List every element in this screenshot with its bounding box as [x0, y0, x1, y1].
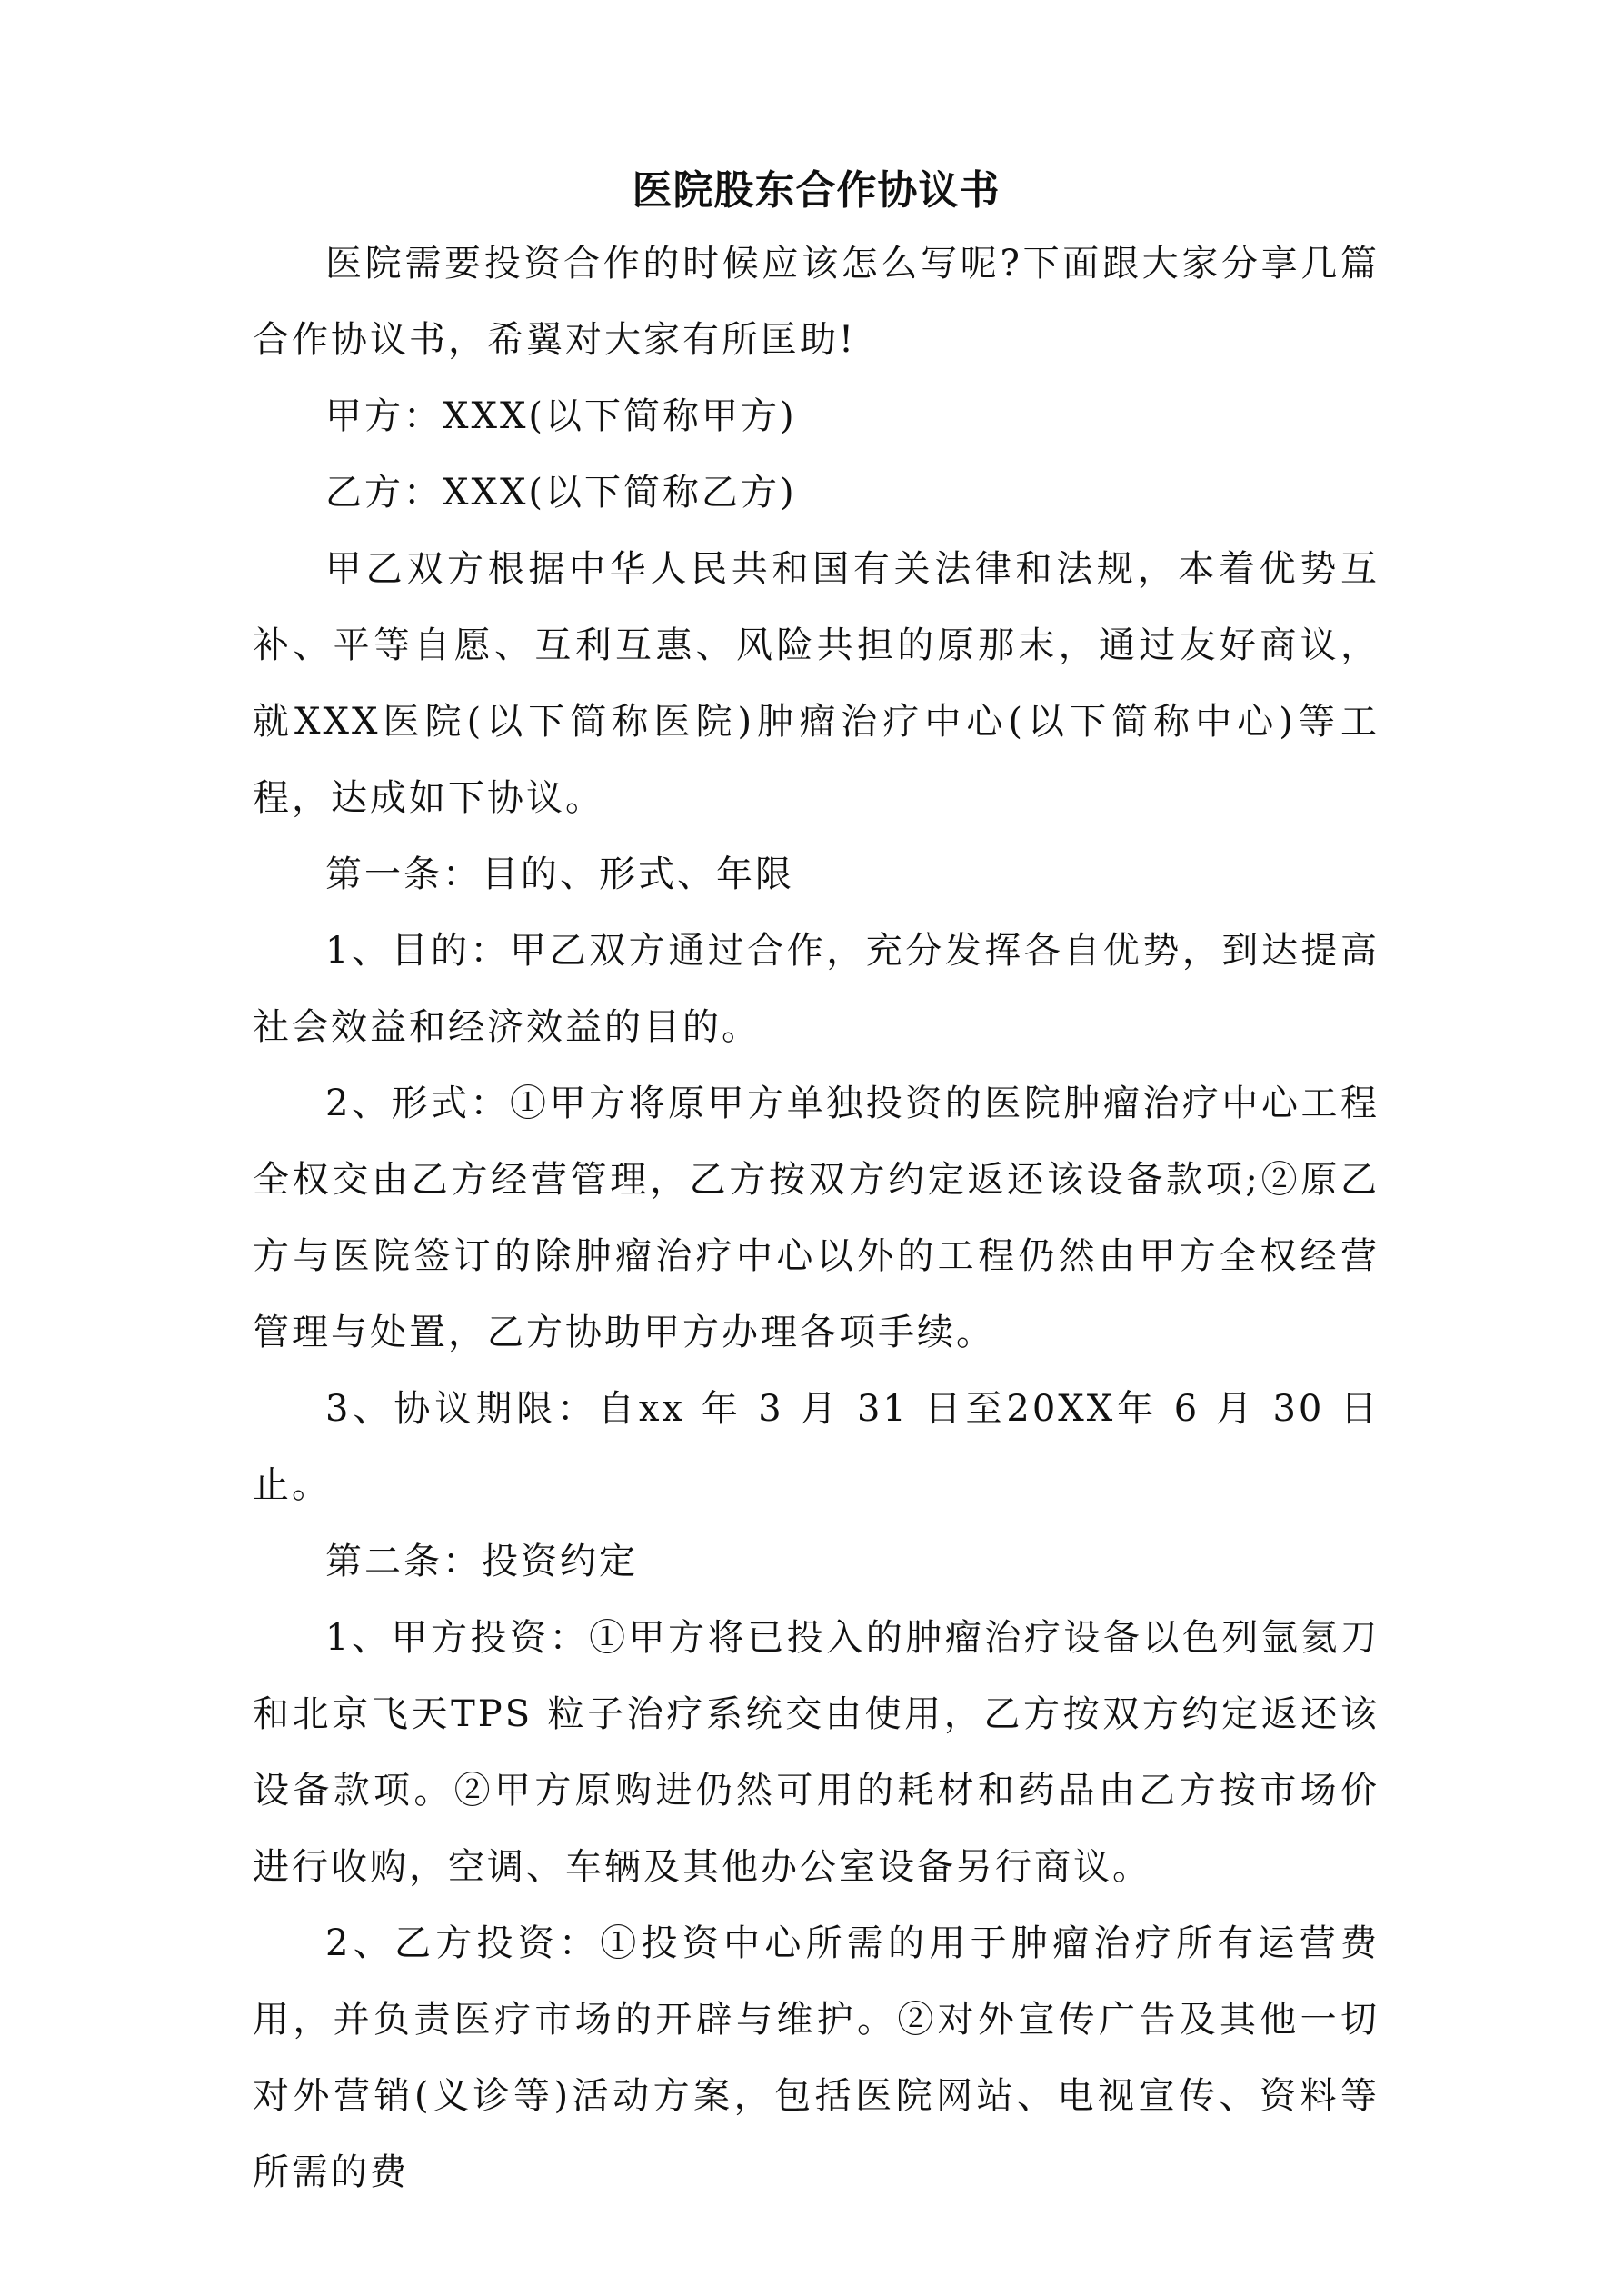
party-a-line: 甲方：XXX(以下简称甲方): [325, 395, 797, 437]
article-1-item-3: 3、协议期限：自xx 年 3 月 31 日至20XX年 6 月 30 日止。: [253, 1388, 1380, 1506]
article-2-item-2: 2、乙方投资：①投资中心所需的用于肿瘤治疗所有运营费用，并负责医疗市场的开辟与维护。②对外宣传广告及其他一切对外营销(义诊等)活动方案，包括医院网站、电视宣传、资料等所需的费: [253, 1922, 1380, 2193]
document-body: [253, 164, 1380, 2211]
intro-paragraph: 医院需要投资合作的时候应该怎么写呢?下面跟大家分享几篇合作协议书，希翼对大家有所匡助!: [253, 243, 1380, 361]
document-title: 医院股东合作协议书: [632, 167, 1001, 214]
party-b-line: 乙方：XXX(以下简称乙方): [325, 472, 797, 514]
article-2-item-1: 1、甲方投资：①甲方将已投入的肿瘤治疗设备以色列氩氦刀和北京飞天TPS 粒子治疗系统交由使用，乙方按双方约定返还该设备款项。②甲方原购进仍然可用的耗材和药品由乙方按市场价进行收购，空调、车辆及其他办公室设备另行商议。: [253, 1617, 1380, 1888]
article-2-heading: 第二条：投资约定: [325, 1541, 638, 1582]
article-1-item-1: 1、目的：甲乙双方通过合作，充分发挥各自优势，到达提高社会效益和经济效益的目的。: [253, 930, 1380, 1048]
article-1-heading: 第一条：目的、形式、年限: [325, 854, 794, 895]
preamble-paragraph: 甲乙双方根据中华人民共和国有关法律和法规，本着优势互补、平等自愿、互利互惠、风险共担的原那末，通过友好商议，就XXX医院(以下简称医院)肿瘤治疗中心(以下简称中心)等工程，达成如下协议。: [253, 548, 1380, 819]
article-1-item-2: 2、形式：①甲方将原甲方单独投资的医院肿瘤治疗中心工程全权交由乙方经营管理，乙方按双方约定返还该设备款项;②原乙方与医院签订的除肿瘤治疗中心以外的工程仍然由甲方全权经营管理与处置，乙方协助甲方办理各项手续。: [253, 1083, 1380, 1353]
